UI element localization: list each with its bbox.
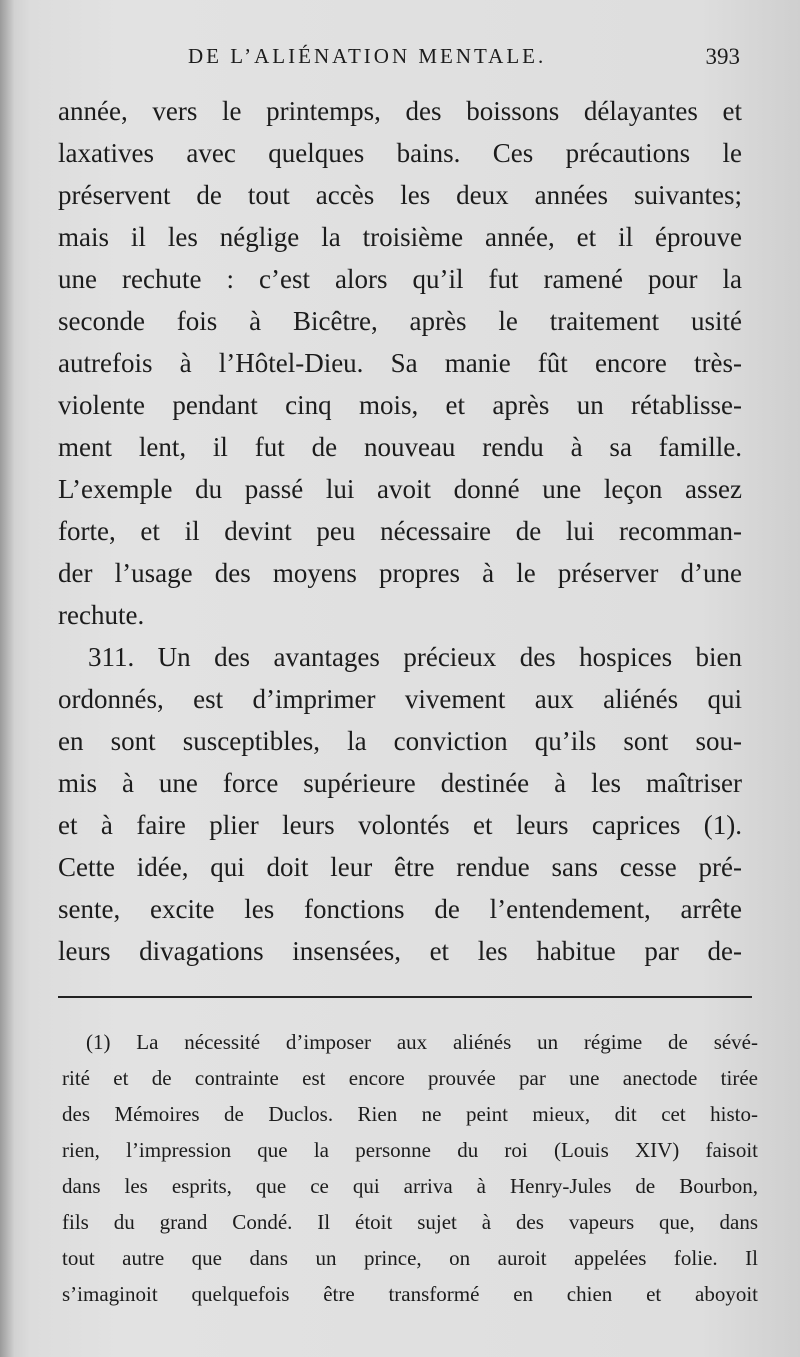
- footnote-rule: [58, 996, 752, 998]
- body-line: L’exemple du passé lui avoit donné une leçon assez: [58, 474, 742, 504]
- body-line: der l’usage des moyens propres à le préserver d’une: [58, 558, 742, 588]
- body-line: leurs divagations insensées, et les habitue par de-: [58, 936, 742, 966]
- page-number: 393: [705, 44, 740, 69]
- footnote-line: dans les esprits, que ce qui arriva à Henry-Jules de Bourbon,: [62, 1174, 758, 1198]
- paragraph-311-start: 311. Un des avantages précieux des hospices bien: [88, 642, 742, 672]
- body-line: laxatives avec quelques bains. Ces précautions le: [58, 138, 742, 168]
- body-line: mis à une force supérieure destinée à les maîtriser: [58, 768, 742, 798]
- body-line: en sont susceptibles, la conviction qu’ils sont sou-: [58, 726, 742, 756]
- footnote-line: rité et de contrainte est encore prouvée par une anectode tirée: [62, 1066, 758, 1090]
- body-line: et à faire plier leurs volontés et leurs caprices (1).: [58, 810, 742, 840]
- body-line: seconde fois à Bicêtre, après le traitement usité: [58, 306, 742, 336]
- footnote-line: (1) La nécessité d’imposer aux aliénés un régime de sévé-: [86, 1030, 758, 1054]
- body-line: Cette idée, qui doit leur être rendue sans cesse pré-: [58, 852, 742, 882]
- footnote-line: rien, l’impression que la personne du roi (Louis XIV) faisoit: [62, 1138, 758, 1162]
- body-line: mais il les néglige la troisième année, et il éprouve: [58, 222, 742, 252]
- body-line: autrefois à l’Hôtel-Dieu. Sa manie fût encore très-: [58, 348, 742, 378]
- body-line: ment lent, il fut de nouveau rendu à sa famille.: [58, 432, 742, 462]
- body-line: sente, excite les fonctions de l’entendement, arrête: [58, 894, 742, 924]
- footnote-line: s’imaginoit quelquefois être transformé en chien et aboyoit: [62, 1282, 758, 1306]
- running-title: DE L’ALIÉNATION MENTALE.: [188, 44, 547, 68]
- body-line: année, vers le printemps, des boissons délayantes et: [58, 96, 742, 126]
- footnote: [62, 1024, 758, 1312]
- footnote-line: des Mémoires de Duclos. Rien ne peint mieux, dit cet histo-: [62, 1102, 758, 1126]
- body-line: violente pendant cinq mois, et après un rétablisse-: [58, 390, 742, 420]
- footnote-line: fils du grand Condé. Il étoit sujet à des vapeurs que, dans: [62, 1210, 758, 1234]
- body-line: rechute.: [58, 600, 145, 630]
- footnote-line: tout autre que dans un prince, on auroit appelées folie. Il: [62, 1246, 758, 1270]
- body-text: [58, 90, 742, 972]
- body-line: ordonnés, est d’imprimer vivement aux aliénés qui: [58, 684, 742, 714]
- body-line: forte, et il devint peu nécessaire de lui recomman-: [58, 516, 742, 546]
- running-head: [58, 44, 740, 78]
- body-line: une rechute : c’est alors qu’il fut ramené pour la: [58, 264, 742, 294]
- page-gutter: [0, 0, 14, 1357]
- body-line: préservent de tout accès les deux années suivantes;: [58, 180, 742, 210]
